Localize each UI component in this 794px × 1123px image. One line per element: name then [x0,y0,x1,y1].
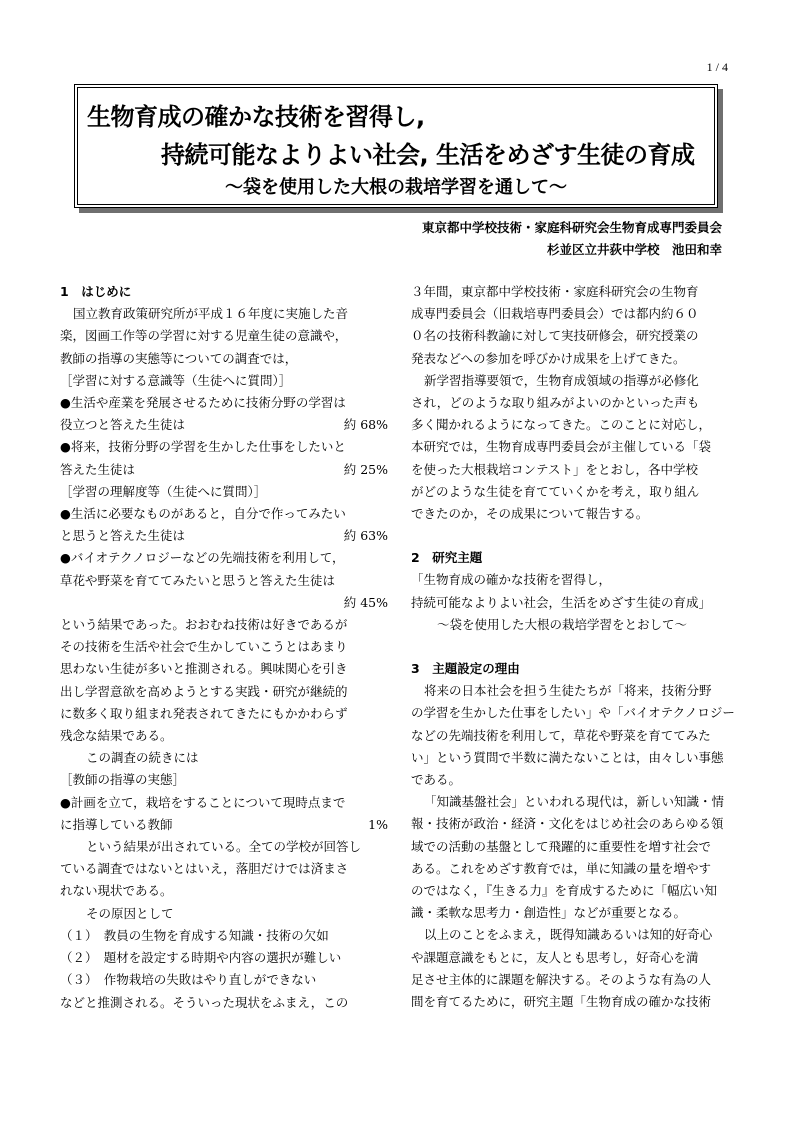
text-line [411,924,739,946]
text-line [60,481,388,503]
line-text: 以上のことをふまえ，既得知識あるいは知的好奇心 [424,927,713,943]
text-line [411,725,739,747]
text-line [60,325,388,347]
text-line [60,769,388,791]
text-line [411,348,739,370]
title-line-2: 持続可能なよりよい社会, 生活をめざす生徒の育成 [161,141,695,169]
text-line [60,792,388,814]
text-line [60,880,388,902]
line-text: 持続可能なよりよい社会，生活をめざす生徒の育成」 [411,594,712,610]
line-text: 域での活動の基盤として飛躍的に重要性を増す社会で [411,838,712,854]
percentage-value: 約 68% [343,417,388,433]
line-text: この調査の続きには [86,750,199,766]
line-text: 2 研究主題 [411,550,483,566]
section-heading [411,547,739,569]
line-text: 間を育てるために，研究主題「生物育成の確かな技術 [411,994,712,1010]
page-number: 1 / 4 [706,60,728,74]
text-line [60,392,388,414]
text-line [411,813,739,835]
line-text: ～袋を使用した大根の栽培学習をとおして～ [437,616,688,632]
line-text: 1 はじめに [60,284,132,299]
text-line [411,702,739,724]
line-text: に指導している教師 [60,816,173,832]
text-line [411,947,739,969]
text-line [60,747,388,769]
line-text: 出し学習意欲を高めようとする実践・研究が継続的 [60,683,348,699]
text-line [60,925,388,947]
text-line [411,769,739,791]
text-line [60,992,388,1014]
line-text: （３） 作物栽培の失敗はやり直しができない [60,972,317,988]
text-line [60,969,388,991]
text-line [411,592,739,614]
line-text: され，どのような取り組みがよいのかといった声も [411,395,700,411]
percentage-value: 約 45% [343,594,388,610]
line-text: 「生物育成の確かな技術を習得し， [411,572,612,588]
text-line [60,370,388,392]
text-line [60,703,388,725]
line-text: 成専門委員会（旧栽培専門委員会）では都内約６０ [411,306,699,322]
text-line [60,681,388,703]
text-line [60,725,388,747]
line-text: その原因として [86,905,174,921]
line-text: 「知識基盤社会」といわれる現代は，新しい知識・情 [424,794,725,810]
line-text: 国立教育政策研究所が平成１６年度に実施した音 [73,306,349,322]
line-text: 草花や野菜を育ててみたいと思うと答えた生徒は [60,572,336,588]
text-line [411,569,739,591]
line-text: ある。これをめざす教育では，単に知識の量を増やす [411,860,712,876]
text-line [60,814,388,836]
line-text: などの先端技術を利用して，草花や野菜を育ててみた [411,727,711,743]
text-line [60,636,388,658]
text-line [60,592,388,614]
line-text: 思わない生徒が多いと推測される。興味関心を引き [60,661,348,677]
text-line [411,436,739,458]
line-text: ［教師の指導の実態］ [60,772,186,788]
line-text: ●生活に必要なものがあると，自分で作ってみたい [60,506,346,522]
line-text: のではなく，『生きる力』を育成するために「幅広い知 [411,883,718,899]
text-line [411,503,739,525]
text-line [411,680,739,702]
text-line [411,303,739,325]
line-text: を使った大根栽培コンテスト」をとおし，各中学校 [411,461,699,477]
line-text: ●将来，技術分野の学習を生かした仕事をしたいと [60,439,346,455]
line-text: 役立つと答えた生徒は [60,417,186,433]
affiliation-author: 杉並区立井荻中学校 池田和幸 [546,242,722,257]
text-line [411,858,739,880]
line-text: ０名の技術科教諭に対して実技研修会，研究授業の [411,328,699,344]
section-heading [411,658,739,680]
line-text: れない現状である。 [60,883,173,899]
line-text: ●生活や産業を発展させるために技術分野の学習は [60,395,346,411]
line-text: ３年間，東京都中学校技術・家庭科研究会の生物育 [411,284,699,299]
text-line [60,459,388,481]
section-heading [60,281,388,303]
text-line [60,614,388,636]
percentage-value: 1% [368,816,388,832]
text-line [60,303,388,325]
text-line [60,503,388,525]
text-line [60,436,388,458]
text-line [411,747,739,769]
line-text: い」という質問で半数に満たないことは，由々しい事態 [411,749,724,765]
text-line [411,414,739,436]
line-text: 新学習指導要領で，生物育成領域の指導が必修化 [424,372,699,388]
line-text: がどのような生徒を育てていくかを考え，取り組ん [411,483,700,499]
text-line [60,858,388,880]
line-text: ●バイオテクノロジーなどの先端技術を利用して， [60,550,345,566]
text-line [411,459,739,481]
line-text: ［学習の理解度等（生徒へに質問）］ [60,483,267,499]
line-text: 本研究では，生物育成専門委員会が主催している「袋 [411,439,712,455]
text-line [60,547,388,569]
text-line [60,525,388,547]
text-line [60,903,388,925]
text-line [411,281,739,303]
line-text: （２） 題材を設定する時期や内容の選択が難しい [60,950,342,966]
line-text: に数多く取り組まれ発表されてきたにもかかわらず [60,705,348,721]
line-text: ている調査ではないとはいえ，落胆だけでは済まさ [60,861,349,877]
line-text: 答えた生徒は [60,461,136,477]
text-line [411,836,739,858]
text-line [411,614,739,636]
line-text: 3 主題設定の理由 [411,661,520,677]
text-line [411,902,739,924]
text-line [60,836,388,858]
line-text: や課題意識をもとに，友人とも思考し，好奇心を満 [411,949,699,965]
line-text: である。 [411,772,462,788]
line-text: 残念な結果である。 [60,728,173,744]
paragraph-gap [411,636,739,658]
text-line [411,791,739,813]
line-text: 教師の指導の実態等についての調査では， [60,350,298,366]
title-line-1: 生物育成の確かな技術を習得し, [87,103,425,131]
line-text: という結果が出されている。全ての学校が回答し [86,839,362,855]
line-text: ●計画を立て，栽培をすることについて現時点まで [60,794,346,810]
right-column [411,281,739,1013]
text-line [60,570,388,592]
line-text: と思うと答えた生徒は [60,528,186,544]
text-line [60,947,388,969]
percentage-value: 約 25% [343,461,388,477]
line-text: （１） 教員の生物を育成する知識・技術の欠如 [60,927,329,943]
line-text: 報・技術が政治・経済・文化をはじめ社会のあらゆる領 [411,816,724,832]
text-line [411,880,739,902]
line-text: の学習を生かした仕事をしたい」や「バイオテクノロジー [411,705,735,721]
text-line [60,414,388,436]
line-text: 足させ主体的に課題を解決する。そのような有為の人 [411,971,712,987]
title-subtitle: ～袋を使用した大根の栽培学習を通して～ [225,177,567,198]
text-line [411,481,739,503]
line-text: その技術を生活や社会で生かしていこうとはあまり [60,639,348,655]
text-line [60,658,388,680]
text-line [411,370,739,392]
line-text: という結果であった。おおむね技術は好きであるが [60,617,348,633]
text-line [60,348,388,370]
line-text: 将来の日本社会を担う生徒たちが「将来，技術分野 [424,683,712,699]
line-text: 発表などへの参加を呼びかけ成果を上げてきた。 [411,350,686,366]
line-text: などと推測される。そういった現状をふまえ，この [60,994,349,1010]
text-line [411,991,739,1013]
title-box [74,84,718,208]
line-text: 楽，図画工作等の学習に対する児童生徒の意識や， [60,328,348,344]
text-line [411,969,739,991]
left-column [60,281,388,1014]
line-text: できたのか，その成果について報告する。 [411,506,649,522]
text-line [411,392,739,414]
paragraph-gap [411,525,739,547]
percentage-value: 約 63% [343,528,388,544]
affiliation-organization: 東京都中学校技術・家庭科研究会生物育成専門委員会 [421,220,722,235]
text-line [411,325,739,347]
line-text: 多く聞かれるようになってきた。このことに対応し， [411,417,712,433]
line-text: ［学習に対する意識等（生徒へに質問）］ [60,372,292,388]
line-text: 識・柔軟な思考力・創造性」などが重要となる。 [411,905,687,921]
